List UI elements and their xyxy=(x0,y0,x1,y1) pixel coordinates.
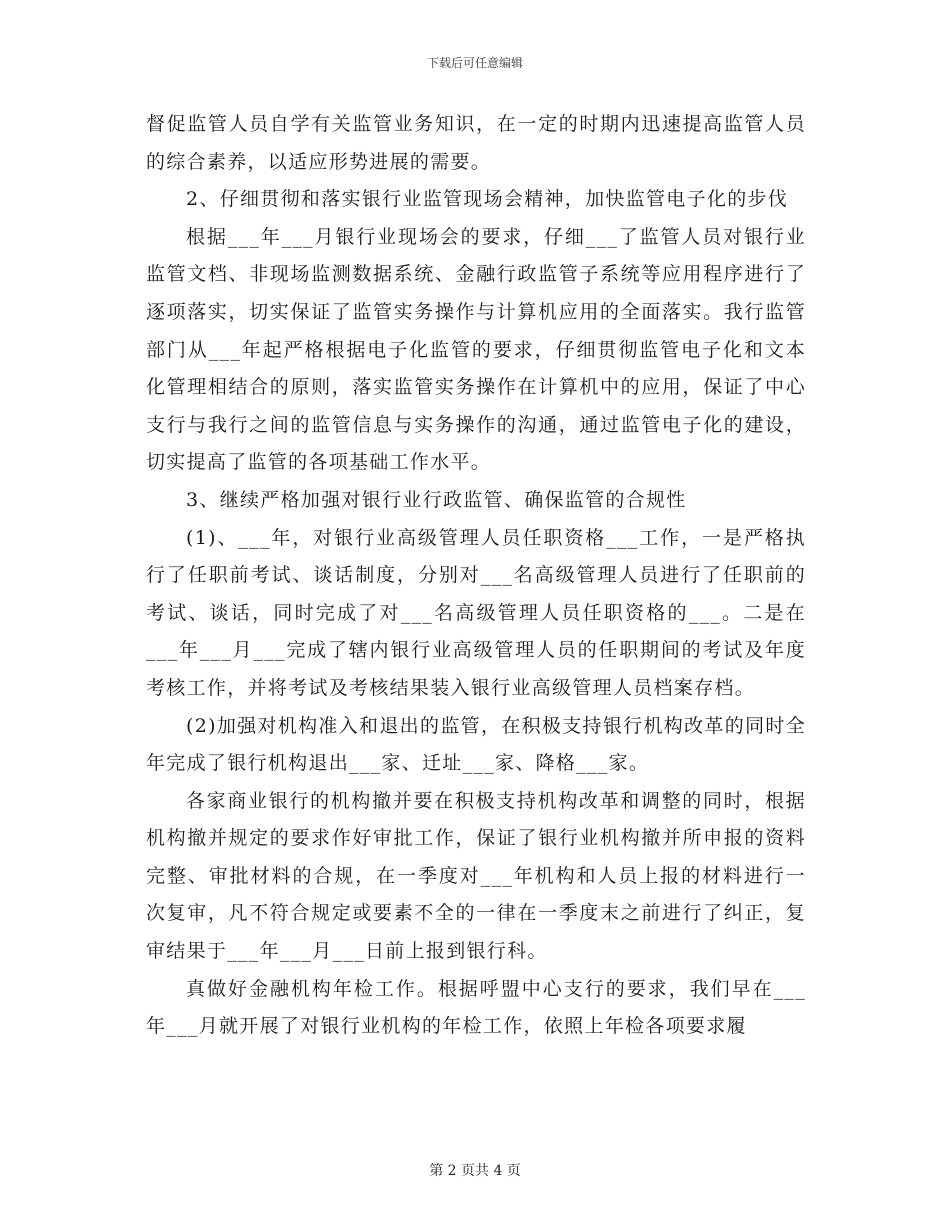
paragraph: 各家商业银行的机构撤并要在积极支持机构改革和调整的同时，根据机构撤并规定的要求作好审批工作，保证了银行业机构撤并所申报的资料完整、审批材料的合规，在一季度对___年机构和人员上报的材料进行一次复审，凡不符合规定或要素不全的一律在一季度末之前进行了纠正，复审结果于___年___月___日前上报到银行科。 xyxy=(146,789,806,963)
paragraph: (2)加强对机构准入和退出的监管，在积极支持银行机构改革的同时全年完成了银行机构退出___家、迁址___家、降格___家。 xyxy=(146,714,806,775)
paragraph: 2、仔细贯彻和落实银行业监管现场会精神，加快监管电子化的步伐 xyxy=(186,188,789,211)
document-body xyxy=(146,106,806,1046)
paragraph: 真做好金融机构年检工作。根据呼盟中心支行的要求，我们早在___年___月就开展了对银行业机构的年检工作，依照上年检各项要求履 xyxy=(146,977,806,1038)
paragraph: 督促监管人员自学有关监管业务知识，在一定的时期内迅速提高监管人员的综合素养，以适应形势进展的需要。 xyxy=(146,113,806,173)
paragraph: 根据___年___月银行业现场会的要求，仔细___了监管人员对银行业监管文档、非现场监测数据系统、金融行政监管子系统等应用程序进行了逐项落实，切实保证了监管实务操作与计算机应用的全面落实。我行监管部门从___年起严格根据电子化监管的要求，仔细贯彻监管电子化和文本化管理相结合的原则，落实监管实务操作在计算机中的应用，保证了中心支行与我行之间的监管信息与实务操作的沟通，通过监管电子化的建设，切实提高了监管的各项基础工作水平。 xyxy=(146,225,806,474)
page-header: 下载后可任意编辑 xyxy=(426,56,523,70)
page-footer: 第 2 页共 4 页 xyxy=(429,1163,521,1179)
paragraph: (1)、___年，对银行业高级管理人员任职资格___工作，一是严格执行了任职前考试、谈话制度，分别对___名高级管理人员进行了任职前的考试、谈话，同时完成了对___名高级管理人员任职资格的___。二是在___年___月___完成了辖内银行业高级管理人员的任职期间的考试及年度考核工作，并将考试及考核结果装入银行业高级管理人员档案存档。 xyxy=(146,526,806,699)
paragraph: 3、继续严格加强对银行业行政监管、确保监管的合规性 xyxy=(186,488,687,511)
